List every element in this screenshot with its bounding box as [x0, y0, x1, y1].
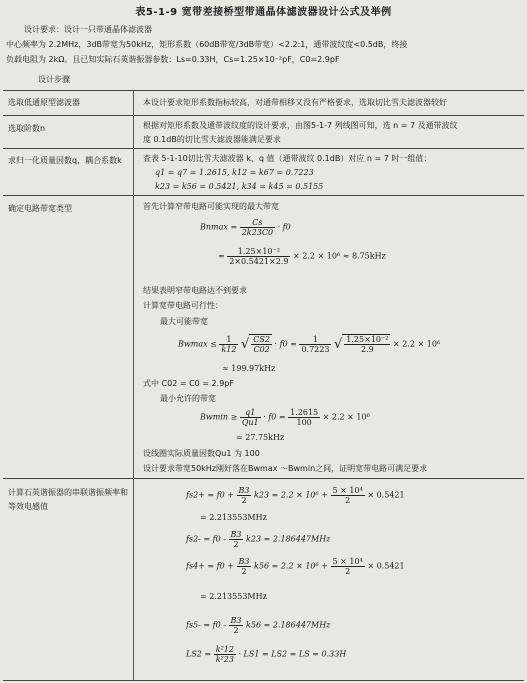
fs4p-frac-2 — [331, 557, 365, 576]
ls-frac — [214, 645, 236, 664]
bnmax-calc-num: 1.25×10⁻² — [227, 247, 290, 257]
bwmax-result: ≈ 199.97kHz — [222, 364, 276, 373]
fs2p-frac-num: B3 — [238, 486, 250, 495]
fs4-plus-formula — [186, 557, 405, 576]
sqrt-icon: √ — [240, 337, 250, 352]
bnmax-num: Cs — [240, 218, 275, 228]
step-label-prototype: 选取低通原型滤波器 — [8, 98, 80, 107]
bwmin-fraction — [240, 408, 261, 427]
fs5m-frac-den: 2 — [233, 626, 239, 635]
max-bw-label: 最大可能带宽 — [160, 317, 208, 326]
ls-formula — [186, 645, 346, 664]
fs2-plus-result: = 2.213553MHz — [200, 513, 267, 522]
requirement-line-2: 中心频率为 2.2MHz，3dB带宽为50kHz，矩形系数（60dB带宽/3dB带宽）<2.2:1，通带波纹度<0.5dB，终接 — [6, 40, 408, 49]
fs2p-frac — [237, 486, 252, 505]
column-divider — [133, 90, 134, 680]
bwmax-coef2-den: 0.7223 — [301, 345, 330, 354]
bnmax-formula — [200, 218, 291, 237]
fs5m-frac — [229, 616, 244, 635]
bwmax-coef2 — [299, 335, 331, 354]
bwmax-rad2-frac — [344, 335, 390, 354]
bwmin-lhs: Bwmin ≥ — [200, 412, 238, 422]
bwmax-rad2-den: 2.9 — [360, 345, 374, 354]
bnmax-fraction — [240, 218, 275, 237]
q-note: 设线圈实际质量因数Qu1 为 100 — [143, 449, 260, 458]
bwmax-rad-frac — [251, 335, 272, 354]
bwmax-formula — [178, 334, 440, 354]
table-rule — [3, 148, 524, 149]
ls-frac-den: k²23 — [215, 655, 234, 664]
bwmax-radicand-2 — [342, 334, 390, 354]
bwmax-radicand — [249, 334, 272, 354]
fs5m-k: k56 = 2.186447MHz — [246, 620, 331, 630]
formula-note: 式中 C02 = C0 = 2.9pF — [143, 379, 234, 388]
bwmax-coef2-num: 1 — [299, 335, 331, 345]
fs4p-frac2-den: 2 — [345, 567, 351, 576]
wideband-check: 计算宽带电路可行性： — [143, 301, 223, 310]
fs5m-lhs: fs5- = f0 - — [186, 620, 226, 630]
final-conclusion: 设计要求带宽50kHz刚好落在Bwmax ～Bwmin之间，证明宽带电路可满足要求 — [143, 464, 428, 473]
bnmax-calc: = $\frac{\text{1.25×10⁻²}}{2\times 0.5421\times 2.9}$ × 2.2 × 10⁶ ≈ 8.75kHz — [218, 247, 386, 266]
bwmin-num-2: 1.2615 — [290, 408, 319, 417]
fs2p-frac2-num: 5 × 10⁴ — [332, 486, 363, 495]
bwmin-tail: × 2.2 × 10⁶ — [322, 412, 370, 422]
design-requirements — [6, 22, 521, 67]
bwmax-mid: · f0 = — [274, 339, 297, 349]
bwmin-result: = 27.75kHz — [236, 433, 285, 442]
fs2m-frac-num: B3 — [230, 530, 242, 539]
fs4p-tail: × 0.5421 — [367, 561, 405, 571]
bwmax-tail: × 2.2 × 10⁶ — [392, 339, 441, 349]
fs2m-frac-den: 2 — [233, 540, 239, 549]
bwmax-rad-den: C02 — [253, 345, 270, 354]
requirement-line-3: 负载电阻为 2kΩ。且已知实际石英谐振器参数：Ls=0.33H，Cs=1.25×10⁻²pF，C0=2.9pF — [6, 55, 340, 64]
fs4p-frac2-num: 5 × 10⁴ — [332, 557, 363, 566]
fs4p-lhs: fs4+ = f0 + — [186, 561, 234, 571]
step-label-q-k: 求归一化质量因数q，耦合系数k — [8, 156, 122, 165]
bnmax-lhs: Bnmax = — [200, 222, 238, 232]
table-rule — [3, 478, 524, 479]
fs2p-lhs: fs2+ = f0 + — [186, 490, 234, 500]
requirement-line-1: 设计要求：设计一只带通晶体滤波器 — [24, 25, 152, 34]
min-bw-label: 最小允许的带宽 — [160, 394, 216, 403]
bwmin-den-2: 100 — [296, 418, 312, 427]
ls-frac-num: k²12 — [215, 645, 234, 654]
fs4p-frac-num: B3 — [238, 557, 250, 566]
fs2m-lhs: fs2- = f0 - — [186, 534, 226, 544]
fs2-plus-formula — [186, 486, 405, 505]
fs2-minus-formula — [186, 530, 330, 549]
narrowband-conclusion: 结果表明窄带电路达不到要求 — [143, 286, 247, 295]
table-title: 表5-1-9 宽带差接桥型带通晶体滤波器设计公式及举例 — [135, 7, 392, 18]
step-label-order: 选取阶数n — [8, 124, 46, 133]
step-content-order — [143, 119, 518, 147]
qk-line-2: q1 = q7 = 1.2615, k12 = k67 = 0.7223 — [155, 168, 314, 177]
bwmax-coef-num: 1 — [219, 335, 238, 345]
bwmax-coef — [219, 335, 238, 354]
bwmin-formula — [200, 408, 370, 427]
fs4p-frac-den: 2 — [241, 567, 247, 576]
bw-intro: 首先计算窄带电路可能实现的最大带宽 — [143, 202, 279, 211]
fs4p-frac — [237, 557, 252, 576]
bwmax-coef-den: k12 — [221, 345, 237, 354]
ls-tail: · LS1 = LS2 = LS = 0.33H — [238, 649, 347, 659]
bwmax-rad-num: CS2 — [253, 335, 270, 344]
bwmax-lhs: Bwmax ≤ — [178, 339, 217, 349]
bnmax-calc-fraction — [227, 247, 290, 266]
fs5-minus-formula — [186, 616, 330, 635]
fs4p-k: k56 = 2.2 × 10⁶ + — [254, 561, 328, 571]
fs2p-tail: × 0.5421 — [367, 490, 405, 500]
design-steps-label: 设计步骤 — [38, 75, 70, 84]
bwmin-mid: · f0 = — [263, 412, 286, 422]
sqrt-icon: √ — [334, 337, 343, 352]
qk-line-3: k23 = k56 = 0.5421, k34 = k45 = 0.5155 — [155, 182, 324, 191]
table-rule — [3, 115, 524, 116]
fs2p-frac-den: 2 — [241, 496, 247, 505]
fs2p-k: k23 = 2.2 × 10⁶ + — [254, 490, 328, 500]
table-rule — [3, 195, 524, 196]
bnmax-den: 2k23C0 — [241, 228, 274, 237]
bwmin-den: Qu1 — [241, 418, 259, 427]
step-content-prototype: 本设计要求矩形系数指标较高，对通带相移又没有严格要求，选取切比雪夫滤波器较好 — [143, 98, 447, 107]
qk-line-1: 查表 5-1-10切比雪夫滤波器 k、q 值（通带波纹 0.1dB）对应 n = 7 时一组值： — [143, 154, 432, 163]
fs2p-frac-2 — [331, 486, 365, 505]
order-line-1: 根据对矩形系数及通带波纹度的设计要求，由图5-1-7 列线图可知，选 n = 7 及通带波纹 — [143, 121, 458, 130]
step-label-bandwidth-type: 确定电路带宽类型 — [8, 204, 72, 213]
bnmax-tail: · f0 — [277, 222, 291, 232]
fs2p-frac2-den: 2 — [345, 496, 351, 505]
bnmax-calc-den: 2×0.5421×2.9 — [229, 257, 289, 266]
fs4-plus-result: = 2.213553MHz — [200, 592, 267, 601]
ls-lhs: LS2 = — [186, 649, 212, 659]
fs2m-k: k23 = 2.186447MHz — [246, 534, 331, 544]
fs5m-frac-num: B3 — [230, 616, 242, 625]
bwmax-rad2-num: 1.25×10⁻² — [346, 335, 389, 344]
step-content-q-k — [143, 152, 518, 194]
step-label-crystal: 计算石英谐振器的串联谐振频率和等效电感值 — [8, 488, 128, 511]
table-rule — [3, 680, 524, 681]
bnmax-calc-tail: × 2.2 × 10⁶ ≈ 8.75kHz — [293, 251, 386, 261]
bwmin-num: q1 — [240, 408, 261, 418]
fs2m-frac — [229, 530, 244, 549]
order-line-2: 度 0.1dB的切比雪夫滤波器能满足要求 — [143, 135, 281, 144]
table-rule — [3, 90, 524, 91]
bwmin-fraction-2 — [288, 408, 320, 427]
